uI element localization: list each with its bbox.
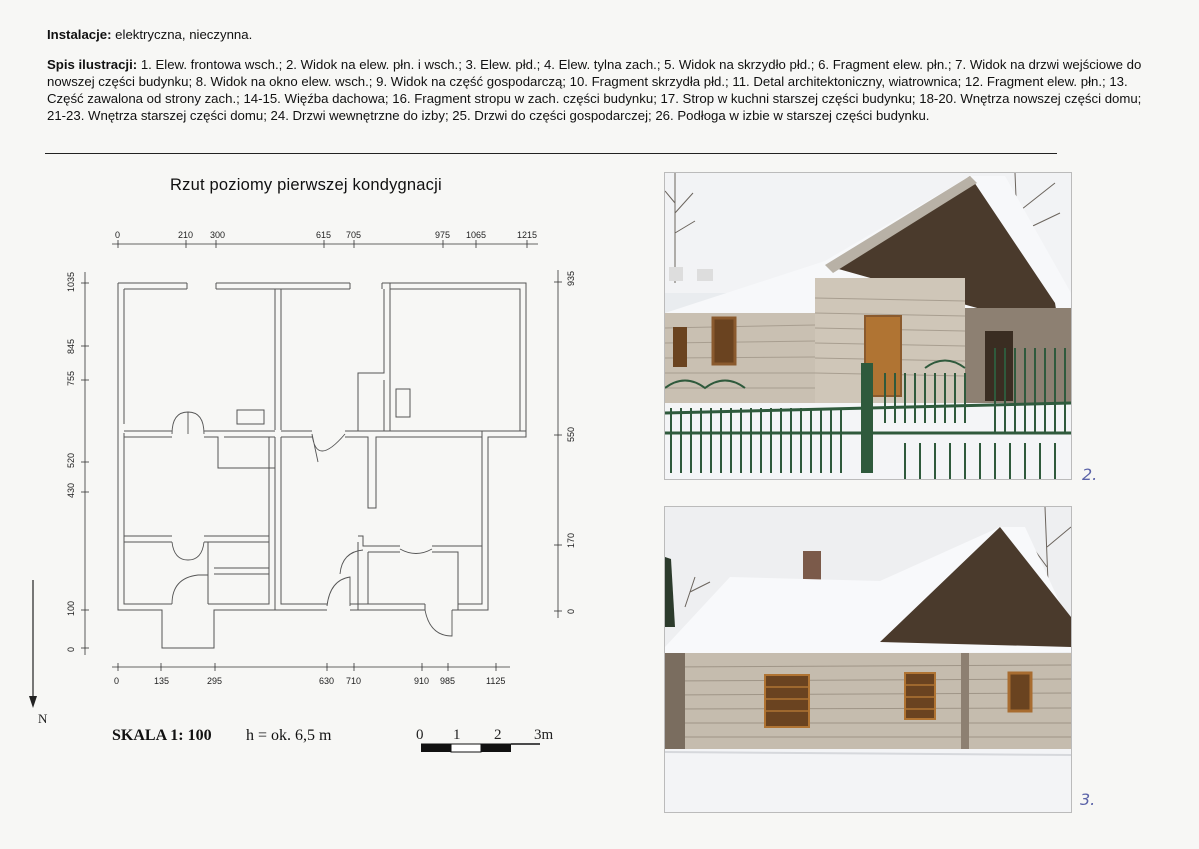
- bottom-dimension-labels: [114, 676, 505, 686]
- dim-label: 170: [566, 532, 576, 548]
- dim-label: 975: [435, 230, 451, 240]
- bottom-dimension-line: [112, 663, 510, 671]
- dim-label: 755: [66, 370, 76, 386]
- top-dimension-line: [112, 240, 538, 248]
- scale-tick-label: 1: [453, 727, 461, 743]
- scale-label: SKALA 1: 100: [112, 727, 212, 744]
- left-dimension-labels: [66, 272, 76, 652]
- dim-label: 100: [66, 600, 76, 616]
- dim-label: 0: [566, 608, 576, 614]
- dim-label: 710: [346, 676, 362, 686]
- dim-label: 705: [346, 230, 362, 240]
- dim-label: 1065: [466, 230, 487, 240]
- illustrations-value: 1. Elew. frontowa wsch.; 2. Widok na elew. płn. i wsch.; 3. Elew. płd.; 4. Elew. tylna zach.; 5. Widok na skrzydło płd.; 6. Fragment elew. płn.; 7. Widok na drzwi wejściowe do nowszej części budynku; 8. Widok na okno elew. wsch.; 9. Widok na część gospodarczą; 10. Fragment skrzydła płd.; 11. Detal architektoniczny, wiatrownica; 12. Fragment elew. płn.; 13. Część zawalona od strony zach.; 14-15. Więźba dachowa; 16. Fragment stropu w zach. części budynku; 17. Strop w kuchni starszej części budynku; 18-20. Wnętrza nowszej części domu; 21-23. Wnętrza starszej części domu; 24. Drzwi wewnętrzne do izby; 25. Drzwi do części gospodarczej; 26. Podłoga w izbie w starszej części budynku.: [47, 57, 1142, 123]
- dim-label: 985: [440, 676, 456, 686]
- photo-house-south: [665, 507, 1071, 812]
- installations-value: elektryczna, nieczynna.: [111, 27, 253, 42]
- dim-label: 430: [66, 482, 76, 498]
- plan-walls: [118, 283, 526, 648]
- door-swings: [172, 412, 452, 636]
- scale-tick-label: 0: [416, 727, 424, 743]
- left-dimension-line: [81, 272, 89, 655]
- top-dimension-labels: [115, 230, 537, 240]
- dim-label: 295: [207, 676, 223, 686]
- scale-tick-label: 3m: [534, 727, 554, 743]
- north-arrow-icon: [29, 580, 37, 708]
- scale-tick-label: 2: [494, 727, 502, 743]
- photo-number-3: 3.: [1080, 790, 1096, 809]
- dim-label: 910: [414, 676, 430, 686]
- dim-label: 210: [178, 230, 194, 240]
- dim-label: 1125: [486, 676, 506, 686]
- dim-label: 0: [66, 646, 76, 652]
- dim-label: 550: [566, 426, 576, 442]
- dim-label: 845: [66, 338, 76, 354]
- dim-label: 615: [316, 230, 332, 240]
- dim-label: 0: [114, 676, 120, 686]
- photo-3-south-elevation: [664, 506, 1072, 813]
- right-dimension-labels: [566, 271, 576, 614]
- dim-label: 1035: [66, 271, 76, 292]
- dim-label: 935: [566, 270, 576, 286]
- plan-title: Rzut poziomy pierwszej kondygnacji: [170, 176, 442, 194]
- north-label: N: [38, 711, 48, 726]
- photo-house-winter: [665, 173, 1071, 479]
- dim-label: 630: [319, 676, 335, 686]
- dim-label: 520: [66, 452, 76, 468]
- illustrations-label: Spis ilustracji:: [47, 57, 138, 72]
- photo-number-2: 2.: [1082, 465, 1098, 484]
- photo-2-north-east-view: [664, 172, 1072, 480]
- height-label: h = ok. 6,5 m: [246, 727, 332, 744]
- dim-label: 300: [210, 230, 226, 240]
- dim-label: 135: [154, 676, 170, 686]
- installations-label: Instalacje:: [47, 27, 112, 42]
- right-dimension-line: [554, 270, 562, 618]
- dim-label: 1215: [517, 230, 538, 240]
- scale-bar: [421, 744, 540, 752]
- scale-bar-labels: [416, 727, 554, 743]
- dim-label: 0: [115, 230, 121, 240]
